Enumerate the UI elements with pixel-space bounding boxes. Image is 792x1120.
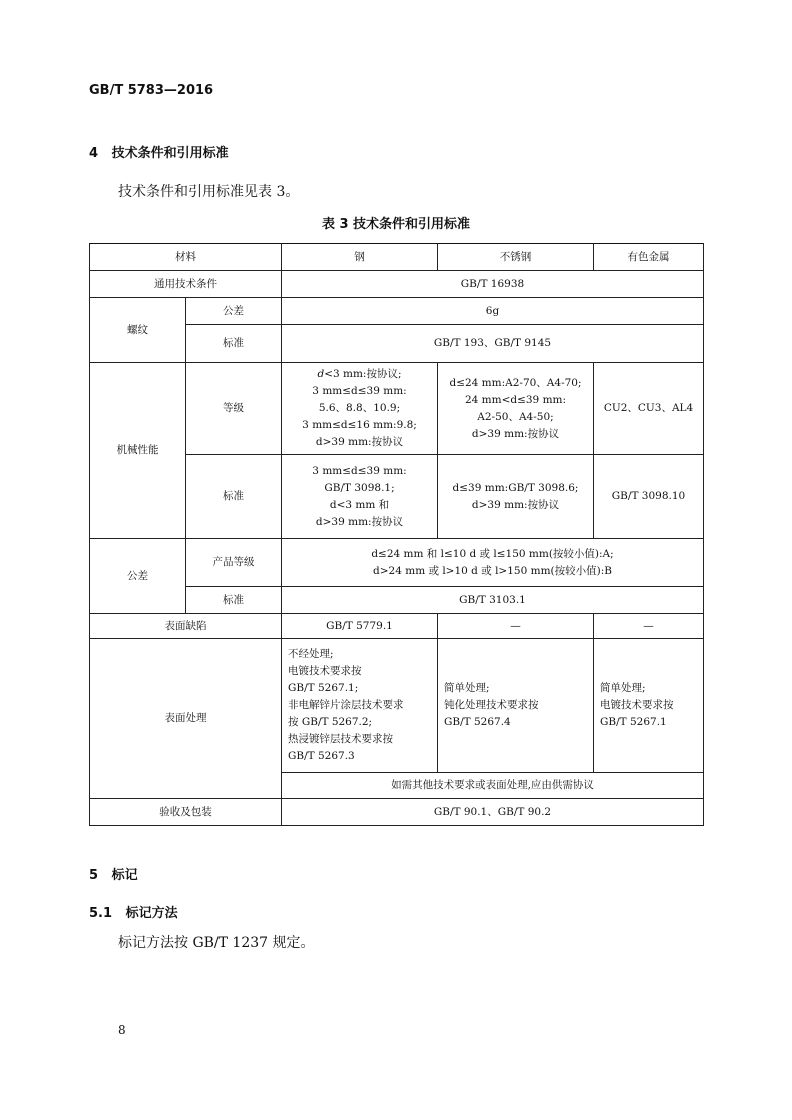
surface-stainless-line: 钝化处理技术要求按 xyxy=(444,699,539,711)
tol-grade-line: d≤24 mm 和 l≤10 d 或 l≤150 mm(按较小值):A; xyxy=(371,547,614,560)
surface-note: 如需其他技术要求或表面处理,应由供需协议 xyxy=(282,773,704,799)
section-5-1-paragraph: 标记方法按 GB/T 1237 规定。 xyxy=(118,935,315,951)
tol-grade-label: 产品等级 xyxy=(186,539,282,587)
acceptance-label: 验收及包装 xyxy=(90,799,282,826)
mech-standard-steel-line: GB/T 3098.1; xyxy=(324,481,395,494)
standard-code-header: GB/T 5783—2016 xyxy=(89,83,214,98)
defects-nonferrous: — xyxy=(594,614,704,639)
mech-grade-label: 等级 xyxy=(186,363,282,455)
defects-steel: GB/T 5779.1 xyxy=(282,614,438,639)
acceptance-row xyxy=(90,799,704,826)
head-material: 材料 xyxy=(90,244,282,271)
surface-steel-line: 按 GB/T 5267.2; xyxy=(288,716,373,728)
section-4-paragraph: 技术条件和引用标准见表 3。 xyxy=(118,184,300,200)
general-value: GB/T 16938 xyxy=(282,271,704,298)
surface-steel-line: GB/T 5267.3 xyxy=(288,750,355,762)
general-row xyxy=(90,271,704,298)
tol-grade-row xyxy=(90,539,704,587)
mech-grade-steel-line: 3 mm≤d≤16 mm:9.8; xyxy=(302,419,417,431)
acceptance-value: GB/T 90.1、GB/T 90.2 xyxy=(282,799,704,826)
defects-stainless: — xyxy=(438,614,594,639)
page-number: 8 xyxy=(118,1023,126,1037)
mech-grade-stainless-line: d>39 mm:按协议 xyxy=(471,427,560,440)
spec-table xyxy=(89,243,704,826)
tol-grade-line: d>24 mm 或 l>10 d 或 l>150 mm(按较小值):B xyxy=(373,564,612,577)
surface-stainless xyxy=(438,639,594,773)
thread-label: 螺纹 xyxy=(90,298,186,363)
tol-standard-label: 标准 xyxy=(186,587,282,614)
tol-grade-value xyxy=(282,539,704,587)
mech-standard-nonferrous: GB/T 3098.10 xyxy=(594,455,704,539)
mech-standard-stainless-line: d>39 mm:按协议 xyxy=(471,498,560,511)
mech-grade-row xyxy=(90,363,704,455)
mech-standard-steel xyxy=(282,455,438,539)
defects-label: 表面缺陷 xyxy=(90,614,282,639)
section-5-1-heading: 5.1 标记方法 xyxy=(89,906,178,921)
mech-grade-steel-line: 3 mm≤d≤39 mm: xyxy=(312,385,407,397)
mech-standard-stainless-line: d≤39 mm:GB/T 3098.6; xyxy=(452,481,579,494)
mech-grade-steel xyxy=(282,363,438,455)
head-nonferrous: 有色金属 xyxy=(594,244,704,271)
mech-grade-steel-line: d<3 mm:按协议; xyxy=(317,368,402,380)
surface-row xyxy=(90,639,704,773)
mech-grade-nonferrous: CU2、CU3、AL4 xyxy=(594,363,704,455)
thread-standard-value: GB/T 193、GB/T 9145 xyxy=(282,325,704,363)
tol-label: 公差 xyxy=(90,539,186,614)
thread-tolerance-row xyxy=(90,298,704,325)
thread-standard-label: 标准 xyxy=(186,325,282,363)
surface-stainless-line: GB/T 5267.4 xyxy=(444,716,511,728)
surface-steel-line: GB/T 5267.1; xyxy=(288,682,359,694)
mech-standard-steel-line: 3 mm≤d≤39 mm: xyxy=(312,464,407,477)
head-steel: 钢 xyxy=(282,244,438,271)
mech-standard-stainless xyxy=(438,455,594,539)
surface-nonferrous-line: 电镀技术要求按 xyxy=(600,699,674,711)
section-4-heading: 4 技术条件和引用标准 xyxy=(89,146,229,161)
mech-standard-steel-line: d<3 mm 和 xyxy=(329,498,390,511)
thread-tolerance-label: 公差 xyxy=(186,298,282,325)
surface-steel-line: 不经处理; xyxy=(288,648,334,660)
thread-tolerance-value: 6g xyxy=(282,298,704,325)
mech-grade-stainless-line: A2-50、A4-50; xyxy=(477,410,554,423)
section-5-heading: 5 标记 xyxy=(89,868,138,883)
tol-standard-value: GB/T 3103.1 xyxy=(282,587,704,614)
defects-row xyxy=(90,614,704,639)
table-caption: 表 3 技术条件和引用标准 xyxy=(321,217,471,232)
mech-grade-stainless-line: d≤24 mm:A2-70、A4-70; xyxy=(449,376,582,389)
surface-nonferrous xyxy=(594,639,704,773)
mech-standard-steel-line: d>39 mm:按协议 xyxy=(315,515,404,528)
mech-grade-steel-line: 5.6、8.8、10.9; xyxy=(318,402,401,414)
surface-steel-line: 热浸镀锌层技术要求按 xyxy=(288,733,393,745)
general-label: 通用技术条件 xyxy=(90,271,282,298)
surface-steel xyxy=(282,639,438,773)
surface-stainless-line: 简单处理; xyxy=(444,682,490,694)
mech-grade-stainless xyxy=(438,363,594,455)
surface-label: 表面处理 xyxy=(90,639,282,799)
mech-grade-steel-line: d>39 mm:按协议 xyxy=(315,436,404,448)
mech-grade-stainless-line: 24 mm<d≤39 mm: xyxy=(464,393,567,406)
head-stainless: 不锈钢 xyxy=(438,244,594,271)
surface-steel-line: 非电解锌片涂层技术要求 xyxy=(288,699,404,711)
table-head-row xyxy=(90,244,704,271)
surface-nonferrous-line: 简单处理; xyxy=(600,682,646,694)
mech-standard-label: 标准 xyxy=(186,455,282,539)
mech-label: 机械性能 xyxy=(90,363,186,539)
surface-steel-line: 电镀技术要求按 xyxy=(288,665,362,677)
surface-nonferrous-line: GB/T 5267.1 xyxy=(600,716,667,728)
